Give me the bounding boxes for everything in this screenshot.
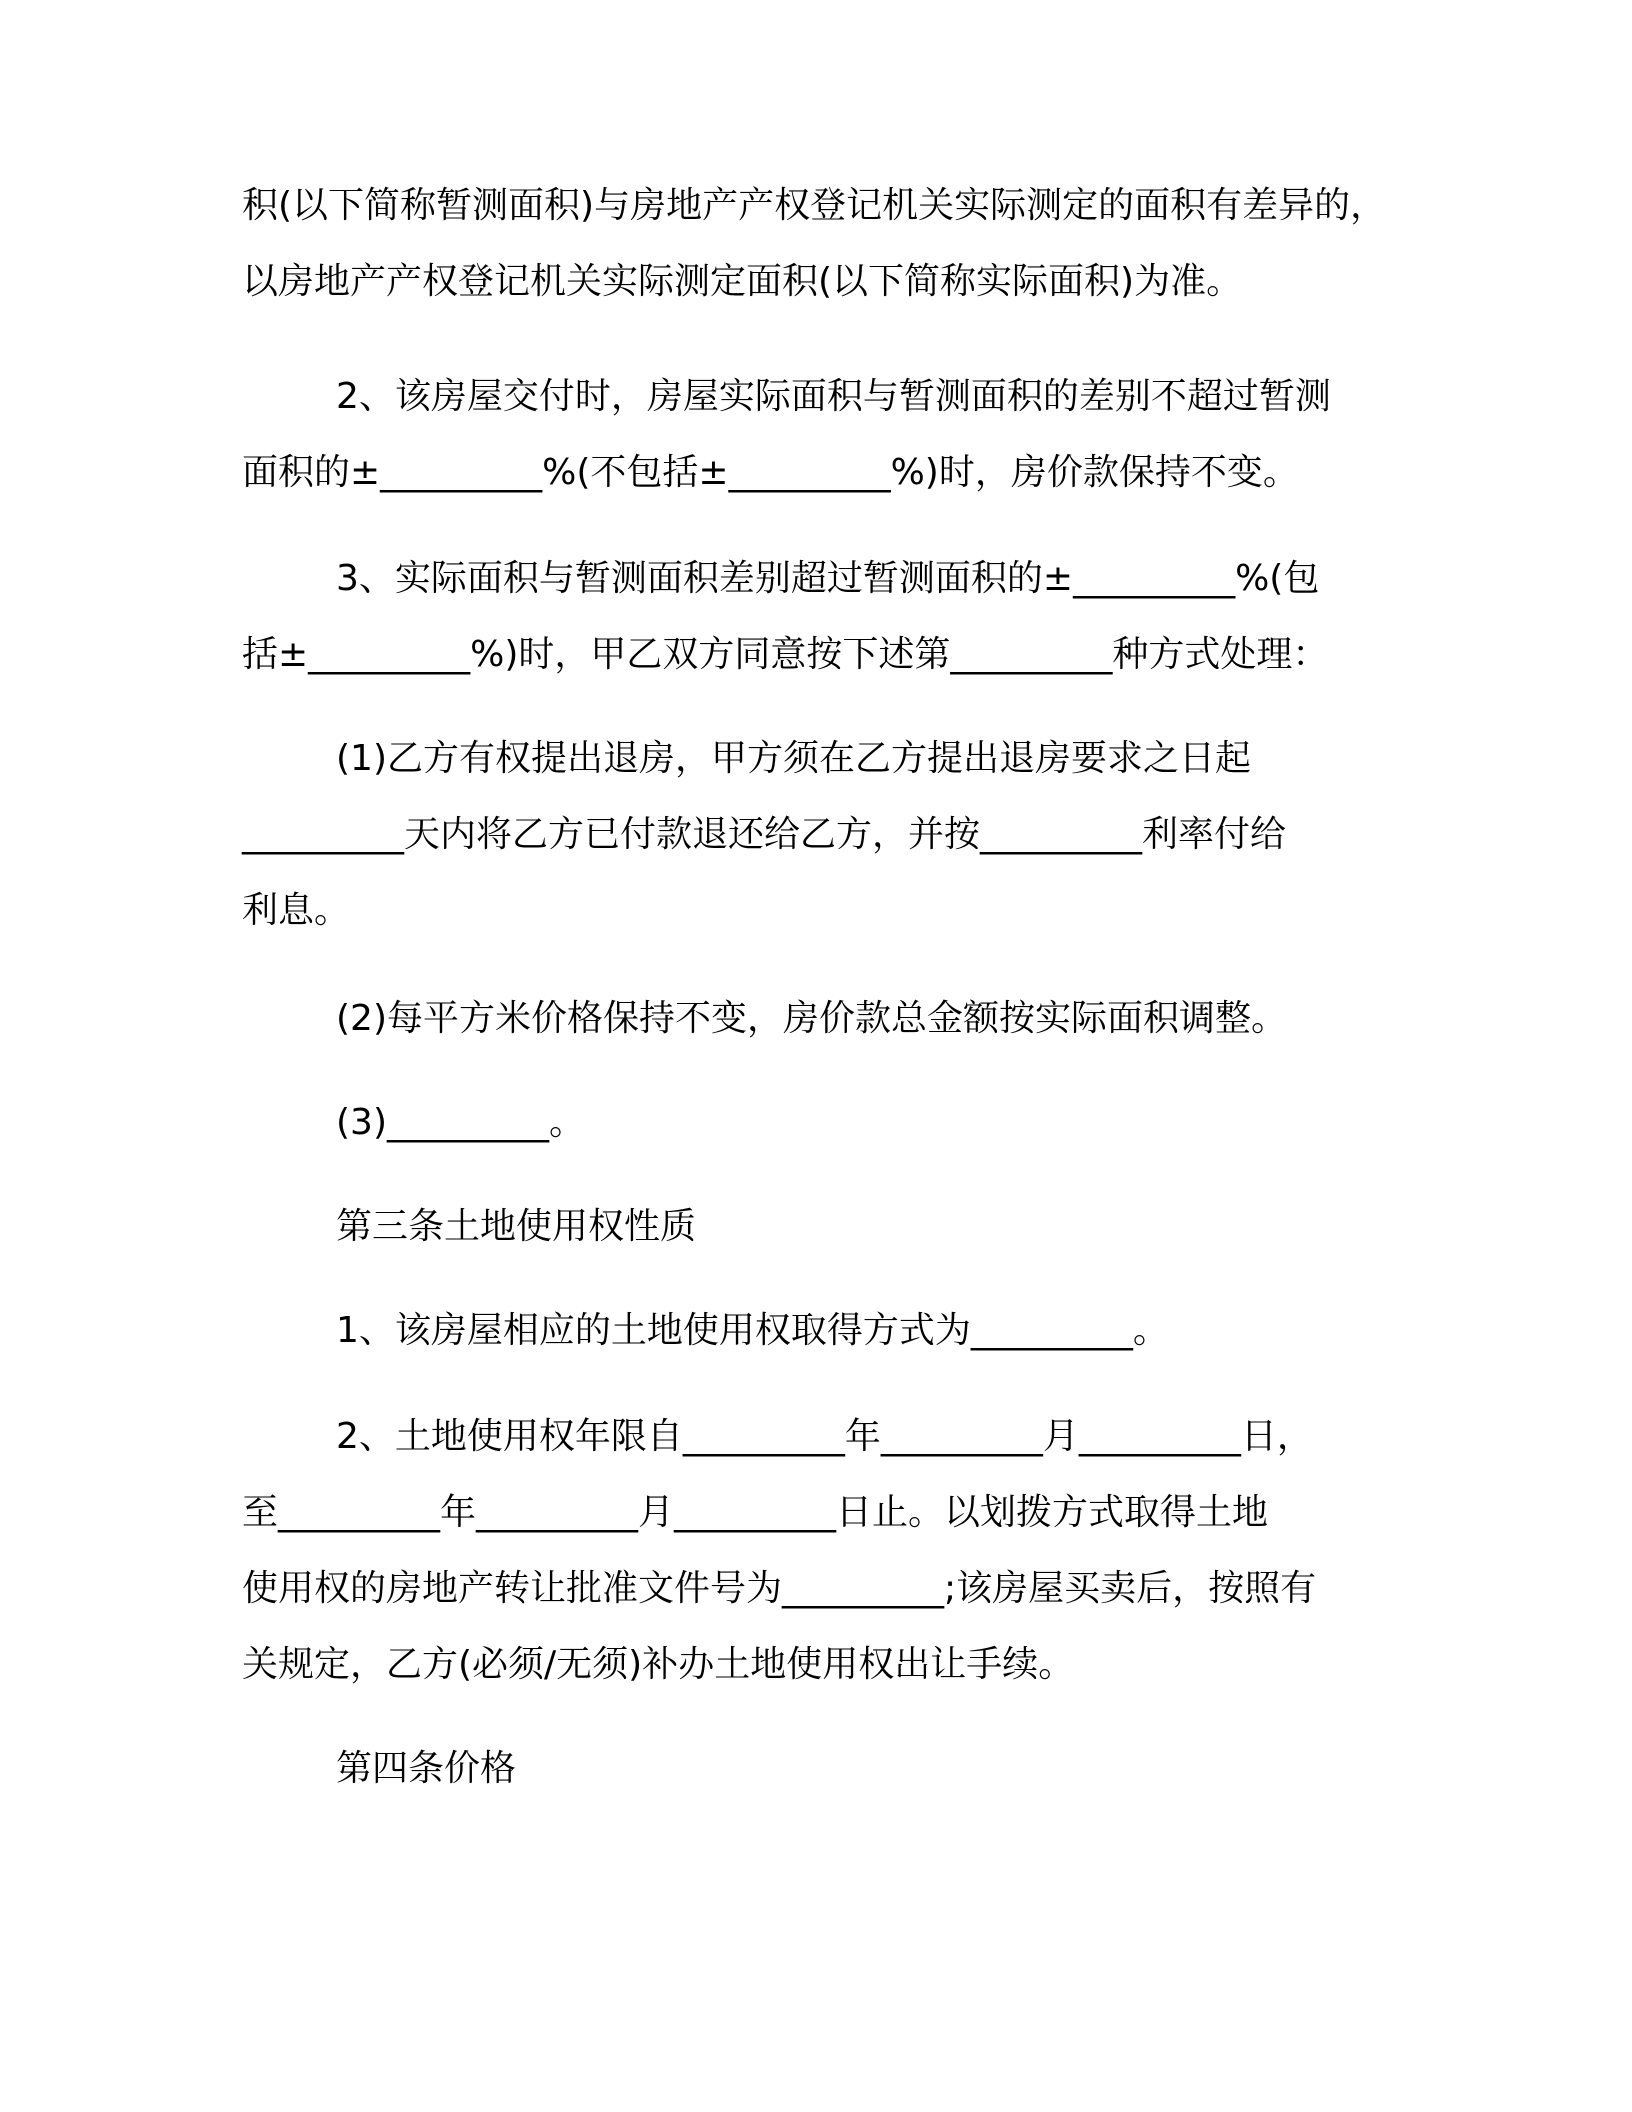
paragraph-line: 1、该房屋相应的土地使用权取得方式为_________。 <box>336 1310 1169 1351</box>
paragraph-line: 关规定，乙方(必须/无须)补办土地使用权出让手续。 <box>242 1644 1075 1685</box>
paragraph-line: 积(以下简称暂测面积)与房地产产权登记机关实际测定的面积有差异的， <box>242 185 1387 226</box>
paragraph-line: _________天内将乙方已付款退还给乙方，并按_________利率付给 <box>242 814 1287 855</box>
paragraph-line: 2、土地使用权年限自_________年_________月_________日， <box>336 1416 1313 1457</box>
paragraph-line: 3、实际面积与暂测面积差别超过暂测面积的±_________%(包 <box>336 558 1320 599</box>
paragraph-line: 以房地产产权登记机关实际测定面积(以下简称实际面积)为准。 <box>242 261 1243 302</box>
paragraph-line: 括±_________%)时，甲乙双方同意按下述第_________种方式处理： <box>242 634 1329 675</box>
paragraph-line: (1)乙方有权提出退房，甲方须在乙方提出退房要求之日起 <box>336 738 1251 779</box>
section-heading: 第三条土地使用权性质 <box>336 1206 697 1247</box>
paragraph-line: (2)每平方米价格保持不变，房价款总金额按实际面积调整。 <box>336 998 1287 1039</box>
paragraph-line: 利息。 <box>242 890 351 931</box>
paragraph-line: (3)_________。 <box>336 1102 585 1143</box>
paragraph-line: 至_________年_________月_________日止。以划拨方式取得土地 <box>242 1492 1269 1533</box>
paragraph-line: 面积的±_________%(不包括±_________%)时，房价款保持不变。 <box>242 452 1299 493</box>
paragraph-line: 使用权的房地产转让批准文件号为_________;该房屋买卖后，按照有 <box>242 1568 1317 1609</box>
paragraph-line: 2、该房屋交付时，房屋实际面积与暂测面积的差别不超过暂测 <box>336 376 1331 417</box>
section-heading: 第四条价格 <box>336 1748 517 1789</box>
